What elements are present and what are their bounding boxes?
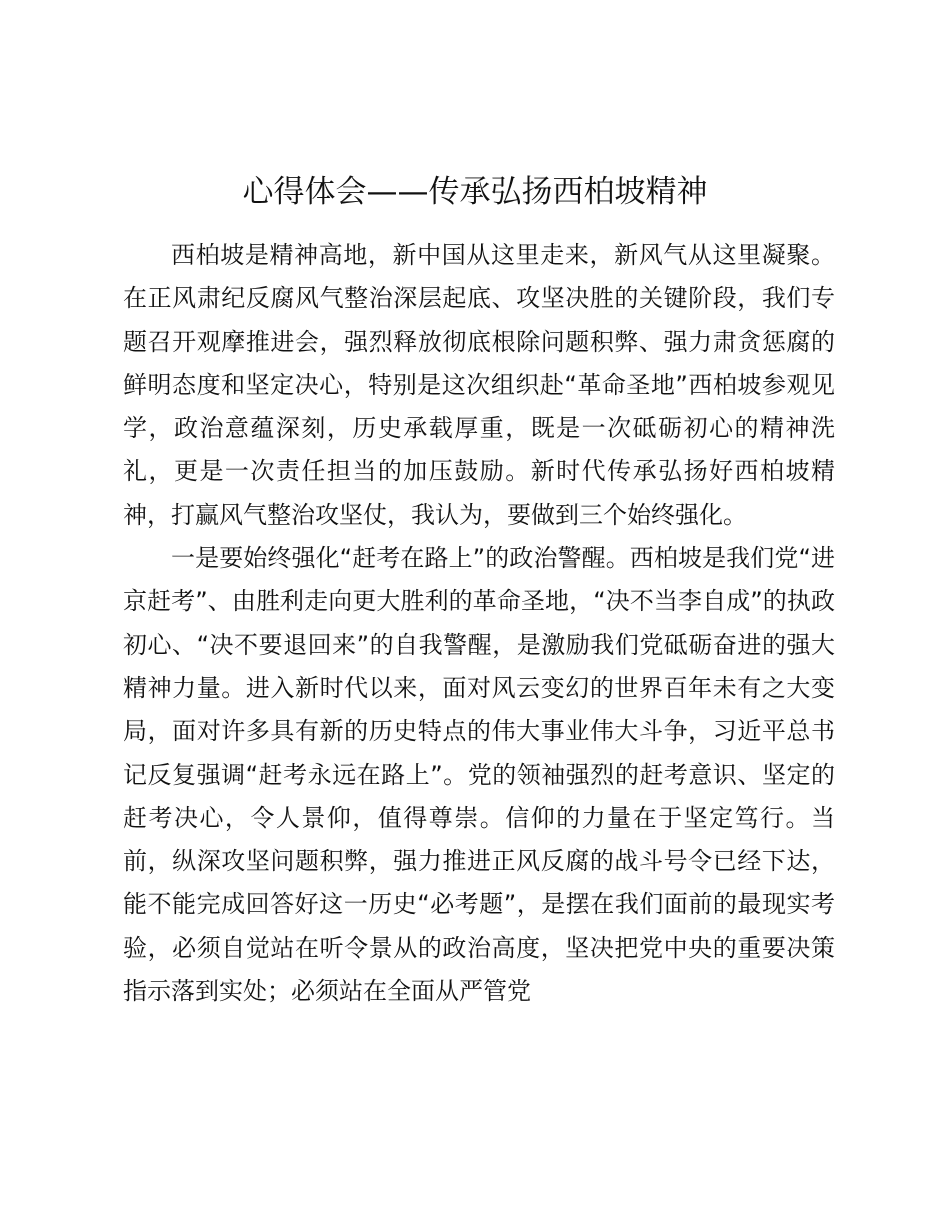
document-title: 心得体会——传承弘扬西柏坡精神 bbox=[242, 174, 708, 210]
paragraph-point-one: 一是要始终强化“赶考在路上”的政治警醒。西柏坡是我们党“进京赶考”、由胜利走向更大胜利的革命圣地，“决不当李自成”的执政初心、“决不要退回来”的自我警醒，是激励我们党砥砺奋进的强大精神力量。进入新时代以来，面对风云变幻的世界百年未有之大变局，面对许多具有新的历史特点的伟大事业伟大斗争，习近平总书记反复强调“赶考永远在路上”。党的领袖强烈的赶考意识、坚定的赶考决心，令人景仰，值得尊崇。信仰的力量在于坚定笃行。当前，纵深攻坚问题积弊，强力推进正风反腐的战斗号令已经下达，能不能完成回答好这一历史“必考题”，是摆在我们面前的最现实考验，必须自觉站在听令景从的政治高度，坚决把党中央的重要决策指示落到实处；必须站在全面从严管党 bbox=[123, 544, 835, 1006]
paragraph-intro: 西柏坡是精神高地，新中国从这里走来，新风气从这里凝聚。在正风肃纪反腐风气整治深层起底、攻坚决胜的关键阶段，我们专题召开观摩推进会，强烈释放彻底根除问题积弊、强力肃贪惩腐的鲜明态度和坚定决心，特别是这次组织赴“革命圣地”西柏坡参观见学，政治意蕴深刻，历史承载厚重，既是一次砥砺初心的精神洗礼，更是一次责任担当的加压鼓励。新时代传承弘扬好西柏坡精神，打赢风气整治攻坚仗，我认为，要做到三个始终强化。 bbox=[123, 241, 835, 529]
document-body bbox=[123, 234, 835, 1013]
